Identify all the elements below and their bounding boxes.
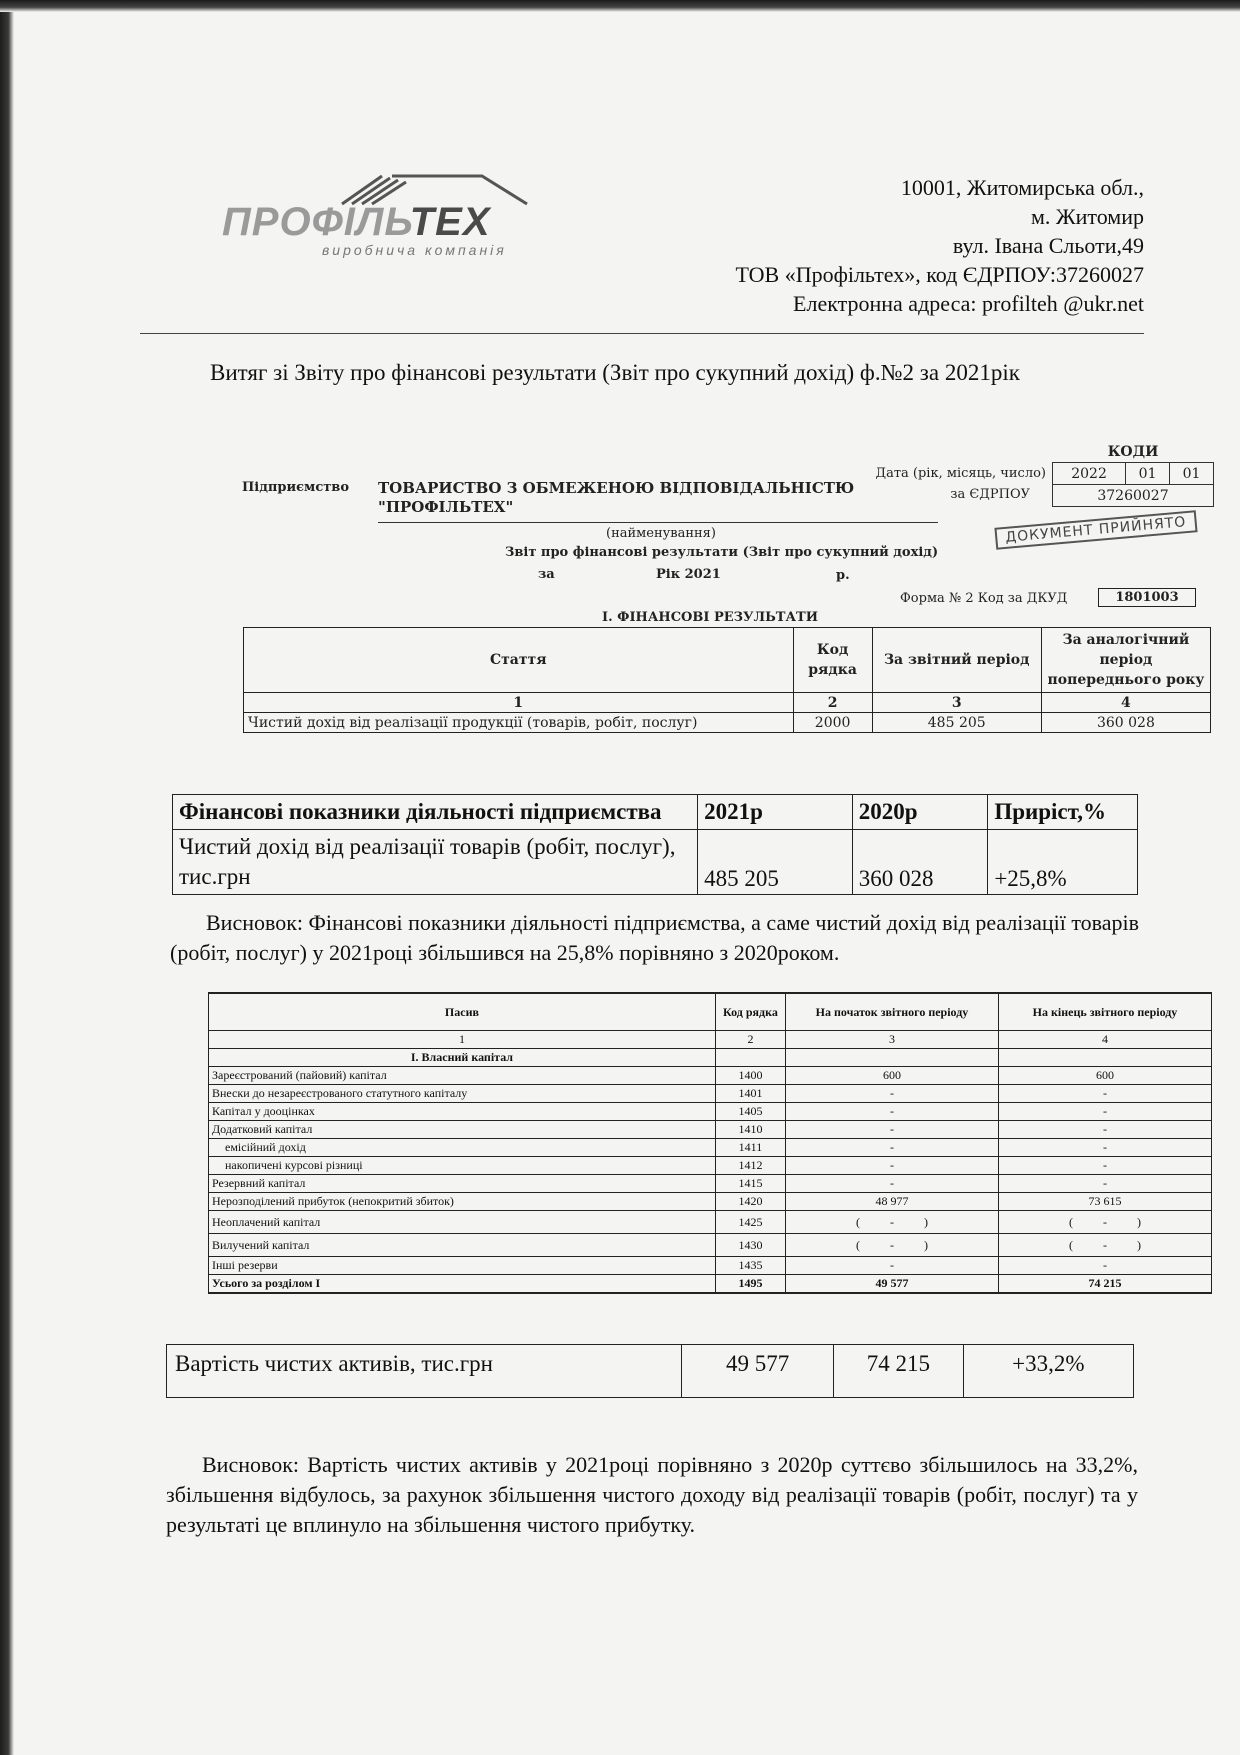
- row-label: Капітал у дооцінках: [209, 1103, 716, 1121]
- row-code: 1420: [715, 1193, 785, 1211]
- scan-edge: [0, 0, 14, 1755]
- enterprise-name: ТОВАРИСТВО З ОБМЕЖЕНОЮ ВІДПОВІДАЛЬНІСТЮ "ПРОФІЛЬТЕХ": [378, 479, 855, 516]
- net-assets-growth: +33,2%: [963, 1345, 1133, 1398]
- row-start: 600: [785, 1067, 998, 1085]
- column-number: 1: [244, 693, 794, 713]
- indicator-2020: 360 028: [852, 830, 988, 895]
- indicator-growth: +25,8%: [988, 830, 1138, 895]
- logo-wordmark: ПРОФІЛЬТЕХ: [222, 200, 491, 244]
- name-caption: (найменування): [606, 526, 716, 541]
- total-end: 74 215: [998, 1275, 1211, 1294]
- row-code: 1410: [715, 1121, 785, 1139]
- date-month: 01: [1126, 463, 1170, 485]
- row-end: 600: [998, 1067, 1211, 1085]
- row-start: -: [785, 1085, 998, 1103]
- conclusion-1: Висновок: Фінансові показники діяльності підприємства, а саме чистий дохід від реалізації товарів (робіт, послуг) у 2021році збільшився на 25,8% порівняно з 2020роком.: [170, 910, 1140, 965]
- net-assets-table: [166, 1344, 1134, 1398]
- edrpou-value: 37260027: [1053, 485, 1214, 507]
- table-header-row: [209, 993, 1212, 1031]
- row-item: Чистий дохід від реалізації продукції (товарів, робіт, послуг): [244, 713, 794, 733]
- address-line: м. Житомир: [1030, 204, 1144, 229]
- row-start: -: [785, 1139, 998, 1157]
- table-row: [209, 1211, 1212, 1234]
- column-number: 2: [715, 1031, 785, 1049]
- row-end: 73 615: [998, 1193, 1211, 1211]
- date-day: 01: [1170, 463, 1214, 485]
- column-header: На початок звітного періоду: [785, 993, 998, 1031]
- section-row: [209, 1049, 1212, 1067]
- table-header-row: [244, 628, 1211, 693]
- row-label: накопичені курсові різниці: [209, 1157, 716, 1175]
- table-header-row: [173, 795, 1138, 830]
- date-label: Дата (рік, місяць, число): [875, 466, 1046, 481]
- address-line: 10001, Житомирська обл.,: [900, 175, 1144, 200]
- indicator-2021: 485 205: [698, 830, 853, 895]
- table-row: [209, 1257, 1212, 1275]
- indicators-table: [172, 794, 1138, 895]
- row-start: -: [785, 1157, 998, 1175]
- header-divider: [140, 333, 1144, 334]
- column-number: 3: [785, 1031, 998, 1049]
- row-end: ( - ): [998, 1234, 1211, 1257]
- table-row: [209, 1121, 1212, 1139]
- total-code: 1495: [715, 1275, 785, 1294]
- report-year-suffix: р.: [836, 568, 850, 583]
- address-line: вул. Івана Сльоти,49: [952, 233, 1144, 258]
- column-header: Пасив: [209, 993, 716, 1031]
- row-label: Внески до незареєстрованого статутного капіталу: [209, 1085, 716, 1103]
- edrpou-label: за ЄДРПОУ: [950, 487, 1030, 502]
- column-header: За аналогічний період попереднього року: [1041, 628, 1210, 693]
- table-row: [209, 1193, 1212, 1211]
- total-label: Усього за розділом І: [209, 1275, 716, 1294]
- row-label: Вилучений капітал: [209, 1234, 716, 1257]
- report-title: Звіт про фінансові результати (Звіт про сукупний дохід): [505, 545, 939, 560]
- dkud-code: 1801003: [1098, 588, 1196, 607]
- row-start: -: [785, 1257, 998, 1275]
- column-header: Код рядка: [793, 628, 872, 693]
- row-label: Неоплачений капітал: [209, 1211, 716, 1234]
- column-header: Стаття: [244, 628, 794, 693]
- form-label: Форма № 2 Код за ДКУД: [900, 591, 1068, 606]
- column-number-row: [244, 693, 1211, 713]
- table-row: [209, 1103, 1212, 1121]
- total-row: [209, 1275, 1212, 1294]
- row-end: -: [998, 1257, 1211, 1275]
- section-label: І. Власний капітал: [209, 1049, 716, 1067]
- column-number: 4: [1041, 693, 1210, 713]
- row-end: -: [998, 1085, 1211, 1103]
- table-row: [209, 1139, 1212, 1157]
- column-number: 1: [209, 1031, 716, 1049]
- table-row: [173, 830, 1138, 895]
- column-header: 2021р: [698, 795, 853, 830]
- column-header: На кінець звітного періоду: [998, 993, 1211, 1031]
- accepted-stamp: ДОКУМЕНТ ПРИЙНЯТО: [994, 510, 1197, 549]
- row-code: 1412: [715, 1157, 785, 1175]
- address-line: Електронна адреса: profilteh @ukr.net: [793, 291, 1144, 316]
- total-start: 49 577: [785, 1275, 998, 1294]
- financial-results-table: [243, 627, 1211, 733]
- row-code: 1415: [715, 1175, 785, 1193]
- row-end: -: [998, 1121, 1211, 1139]
- net-assets-label: Вартість чистих активів, тис.грн: [167, 1345, 682, 1398]
- column-number-row: [209, 1031, 1212, 1049]
- company-logo: [222, 172, 582, 262]
- row-end: ( - ): [998, 1211, 1211, 1234]
- row-code: 1405: [715, 1103, 785, 1121]
- scan-edge-top: [0, 0, 1240, 12]
- table-row: [209, 1175, 1212, 1193]
- row-start: -: [785, 1175, 998, 1193]
- conclusion-2: Висновок: Вартість чистих активів у 2021році порівняно з 2020р суттєво збільшилось на 33,2%, збільшення відбулось, за рахунок збільшення чистого доходу від реалізації товарів (робіт, послуг) та у результаті це вплинуло на збільшення чистого прибутку.: [166, 1452, 1138, 1537]
- table-row: [244, 713, 1211, 733]
- row-label: Нерозподілений прибуток (непокритий збиток): [209, 1193, 716, 1211]
- codes-label: КОДИ: [1053, 441, 1214, 463]
- company-address: [584, 173, 1144, 318]
- column-number: 3: [872, 693, 1041, 713]
- row-code: 1435: [715, 1257, 785, 1275]
- indicator-label: Чистий дохід від реалізації товарів (робіт, послуг), тис.грн: [173, 830, 698, 895]
- row-code: 2000: [793, 713, 872, 733]
- row-code: 1401: [715, 1085, 785, 1103]
- row-code: 1411: [715, 1139, 785, 1157]
- row-code: 1425: [715, 1211, 785, 1234]
- section-title: І. ФІНАНСОВІ РЕЗУЛЬТАТИ: [602, 610, 819, 625]
- row-end: -: [998, 1103, 1211, 1121]
- net-assets-2021: 49 577: [682, 1345, 834, 1398]
- row-start: -: [785, 1103, 998, 1121]
- column-header: За звітний період: [872, 628, 1041, 693]
- row-start: 48 977: [785, 1193, 998, 1211]
- row-current: 485 205: [872, 713, 1041, 733]
- row-start: ( - ): [785, 1234, 998, 1257]
- balance-table: [208, 992, 1212, 1294]
- row-label: Додатковий капітал: [209, 1121, 716, 1139]
- table-row: [209, 1157, 1212, 1175]
- row-end: -: [998, 1175, 1211, 1193]
- column-header: Фінансові показники діяльності підприємства: [173, 795, 698, 830]
- column-header: Код рядка: [715, 993, 785, 1031]
- row-label: емісійний дохід: [209, 1139, 716, 1157]
- row-label: Резервний капітал: [209, 1175, 716, 1193]
- logo-tagline: виробнича компанія: [322, 242, 507, 258]
- row-code: 1430: [715, 1234, 785, 1257]
- report-for: за: [538, 567, 555, 582]
- row-end: -: [998, 1139, 1211, 1157]
- date-year: 2022: [1053, 463, 1126, 485]
- enterprise-label: Підприємство: [242, 480, 350, 495]
- name-underline: [378, 522, 938, 523]
- table-row: [209, 1234, 1212, 1257]
- row-label: Інші резерви: [209, 1257, 716, 1275]
- column-number: 4: [998, 1031, 1211, 1049]
- table-row: [209, 1085, 1212, 1103]
- row-code: 1400: [715, 1067, 785, 1085]
- net-assets-2020: 74 215: [834, 1345, 964, 1398]
- column-number: 2: [793, 693, 872, 713]
- report-period: Рік 2021: [656, 567, 721, 582]
- address-line: ТОВ «Профільтех», код ЄДРПОУ:37260027: [735, 262, 1144, 287]
- row-label: Зареєстрований (пайовий) капітал: [209, 1067, 716, 1085]
- column-header: 2020р: [852, 795, 988, 830]
- document-title: Витяг зі Звіту про фінансові результати (Звіт про сукупний дохід) ф.№2 за 2021рік: [210, 360, 1020, 385]
- row-end: -: [998, 1157, 1211, 1175]
- row-start: -: [785, 1121, 998, 1139]
- table-row: [209, 1067, 1212, 1085]
- row-start: ( - ): [785, 1211, 998, 1234]
- codes-box: [1052, 441, 1214, 507]
- table-row: [167, 1345, 1134, 1398]
- column-header: Приріст,%: [988, 795, 1138, 830]
- row-previous: 360 028: [1041, 713, 1210, 733]
